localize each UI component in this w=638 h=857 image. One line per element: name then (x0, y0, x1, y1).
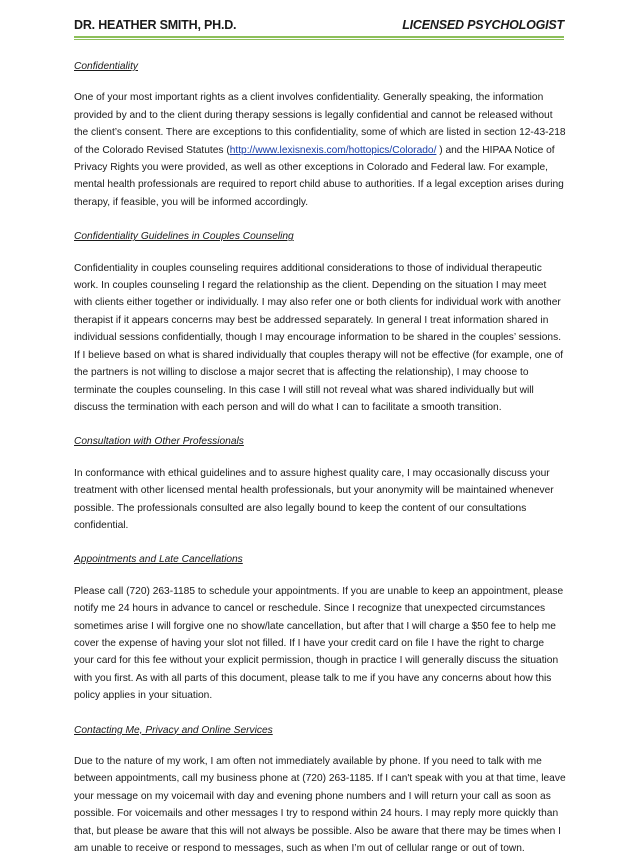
page-header (74, 14, 564, 34)
heading-appointments: Appointments and Late Cancellations (74, 554, 243, 566)
author-name: DR. HEATHER SMITH, PH.D. (74, 18, 237, 32)
confidentiality-text-1: One of your most important rights as a client involves confidentiality. Generally speaking, the information provided by and to the client during therapy sessions is legally confidential and cannot be released without the client’s consent. There are exceptions to this confidentiality, some of which are listed in section 12-43-218 of the Colorado Revised Statutes ( (74, 92, 566, 156)
statutes-link[interactable]: http://www.lexisnexis.com/hottopics/Colorado/ (229, 144, 437, 156)
confidentiality-text-2: ) and the HIPAA Notice of Privacy Rights you were provided, as well as other exceptions in Colorado and Federal law. For example, mental health professionals are required to report child abuse to authorities. If a legal exception arises during therapy, if feasible, you will be informed accordingly. (74, 144, 564, 208)
paragraph-contacting: Due to the nature of my work, I am often not immediately available by phone. If you need to talk with me between appointments, call my business phone at (720) 263-1185. If I can't speak with you at that time, leave your message on my voicemail with day and evening phone numbers and I will return your call as soon as possible. For voicemails and other messages I try to respond within 24 hours. I may reply more quickly than that, but please be aware that this will not always be possible. Also be aware that there may be times when I am unable to receive or respond to messages, such as when I’m out of cellular range or out of town. (74, 756, 566, 855)
paragraph-consultation: In conformance with ethical guidelines and to assure highest quality care, I may occasionally discuss your treatment with other licensed mental health professionals, but your anonymity will be maintained whenever possible. The professionals consulted are also legally bound to keep the content of our consultations confidential. (74, 467, 554, 531)
document-body (74, 58, 566, 857)
paragraph-confidentiality (74, 89, 566, 211)
header-rule-thick (74, 36, 564, 38)
heading-couples-counseling: Confidentiality Guidelines in Couples Counseling (74, 231, 294, 243)
heading-consultation: Consultation with Other Professionals (74, 436, 244, 448)
heading-contacting: Contacting Me, Privacy and Online Services (74, 724, 273, 736)
paragraph-couples-counseling: Confidentiality in couples counseling requires additional considerations to those of individual therapeutic work. In couples counseling I regard the relationship as the client. Depending on the situation I may meet with clients either together or individually. I may also refer one or both clients for individual work with another therapist if it appears concerns may best be addressed separately. In general I treat information shared in individual sessions confidentially, though I may encourage information to be shared in the couples’ sessions. If I believe based on what is shared individually that couples therapy will not be effective (for example, one of the partners is not willing to disclose a major secret that is affecting the relationship), I may choose to terminate the couples counseling. In this case I will still not reveal what was shared individually but will discuss the termination with each person and will do what I can to facilitate a smooth transition. (74, 262, 564, 413)
paragraph-appointments: Please call (720) 263-1185 to schedule your appointments. If you are unable to keep an appointment, please notify me 24 hours in advance to cancel or reschedule. Since I recognize that unexpected circumstances sometimes arise I will forgive one no show/late cancellation, but after that I will charge a $50 fee to help me cover the expense of having your slot not filled. If I have your credit card on file I have the right to charge your card for this fee without your explicit permission, though in practice I will generally discuss the situation with you first. As with all parts of this document, please talk to me if you have any concerns about how this policy applies in your situation. (74, 585, 564, 702)
author-title: LICENSED PSYCHOLOGIST (402, 18, 564, 32)
header-rule-thin (74, 39, 564, 40)
heading-confidentiality: Confidentiality (74, 61, 138, 72)
